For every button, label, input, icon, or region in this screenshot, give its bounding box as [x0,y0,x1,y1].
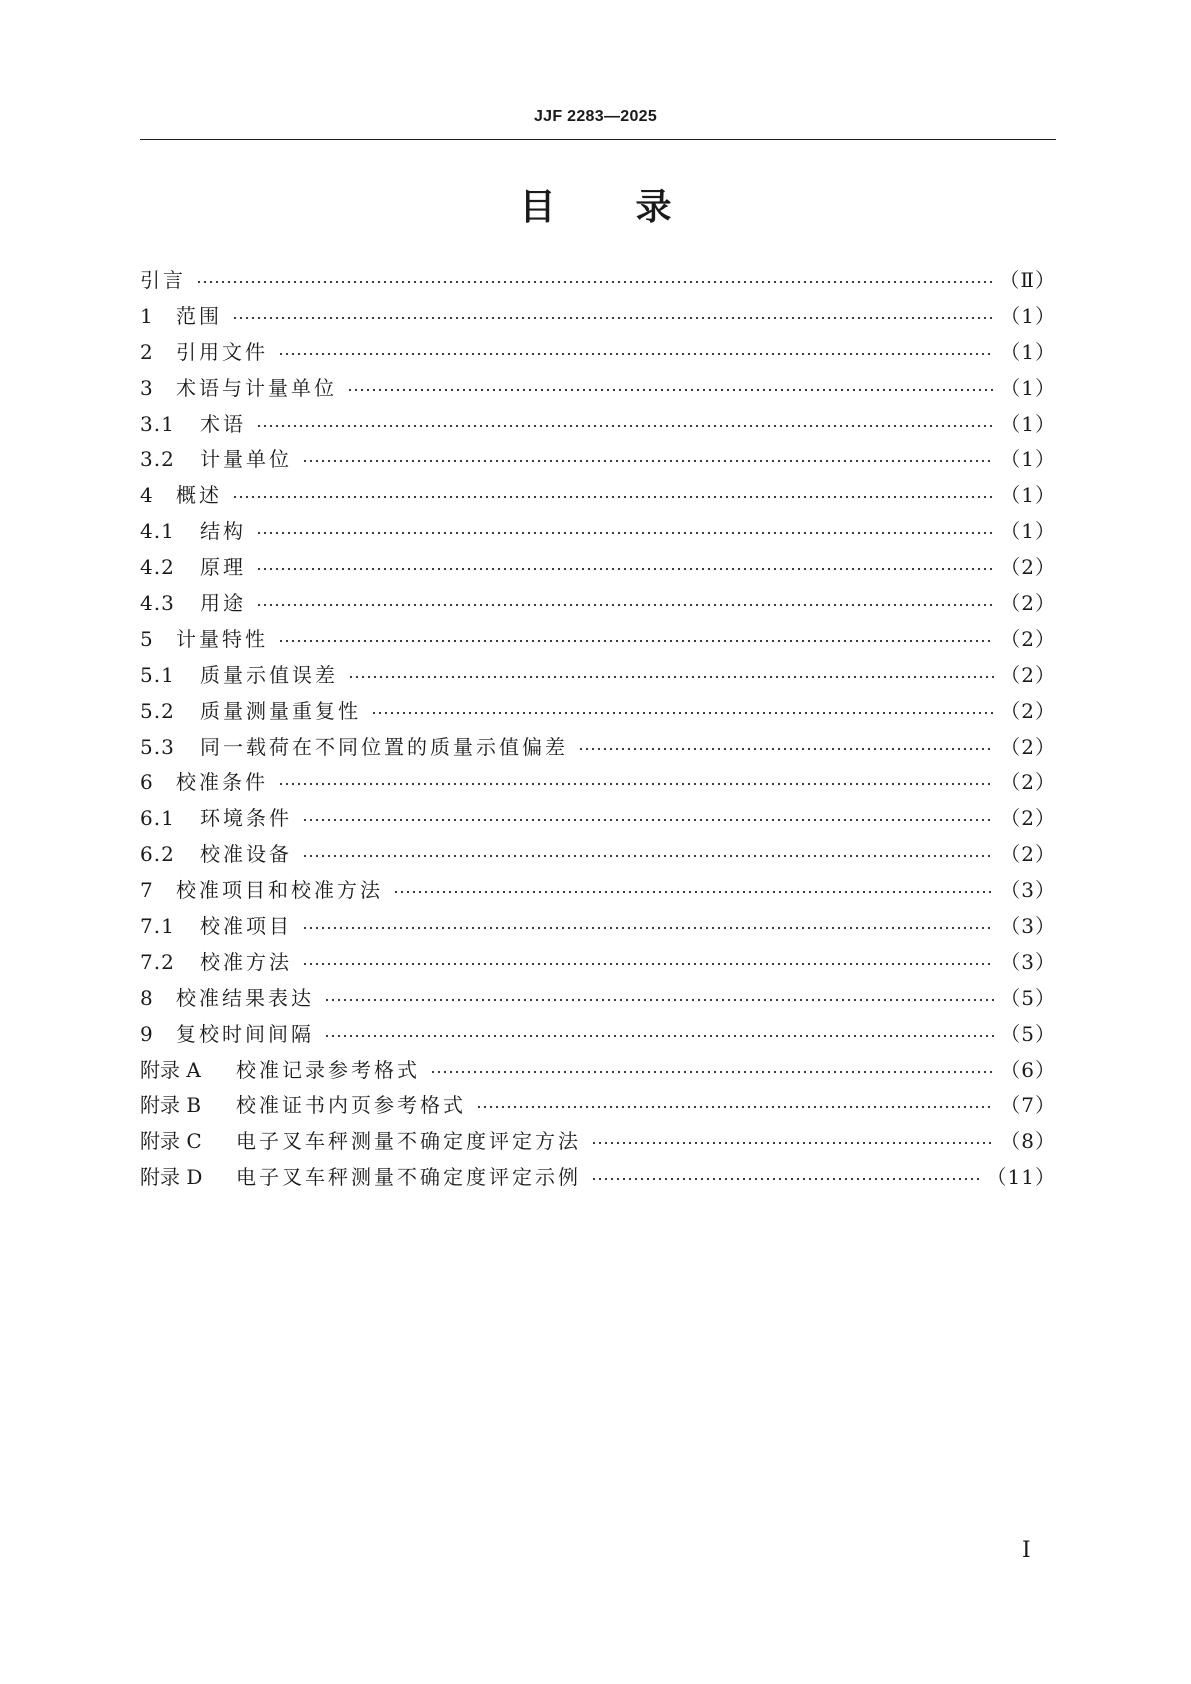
toc-leader-dots [324,987,994,1007]
toc-entry-title: 用途 [200,591,246,616]
toc-entry-number: 附录 C [140,1129,202,1154]
toc-entry[interactable] [140,731,1056,767]
toc-entry-page: （Ⅱ） [999,268,1056,292]
toc-entry-number: 附录 D [140,1165,203,1190]
toc-leader-dots [278,341,994,361]
toc-entry-page: （11） [986,1165,1056,1190]
toc-entry[interactable] [140,300,1056,336]
toc-leader-dots [348,664,994,684]
toc-entry-number: 4.2 [140,555,175,580]
toc-entry-page: （3） [1000,878,1056,903]
toc-entry[interactable] [140,372,1056,408]
toc-entry-number: 附录 B [140,1093,202,1118]
toc-entry-page: （2） [1000,698,1056,723]
toc-leader-dots [302,807,994,827]
toc-entry-title: 电子叉车秤测量不确定度评定示例 [236,1165,581,1190]
toc-leader-dots [256,592,994,612]
toc-entry[interactable] [140,1089,1056,1125]
toc-entry-number: 8 [140,985,154,1010]
toc-entry-title: 校准记录参考格式 [236,1057,420,1082]
toc-entry-page: （1） [1000,339,1056,364]
toc-leader-dots [347,377,994,397]
toc-entry-number: 7 [140,878,154,903]
toc-entry-number: 3.2 [140,447,175,472]
toc-entry[interactable] [140,802,1056,838]
toc-entry-title: 质量测量重复性 [200,698,361,723]
toc-entry[interactable] [140,336,1056,372]
toc-entry-title: 概述 [176,483,222,508]
toc-leader-dots [232,305,994,325]
toc-entry-title: 术语 [200,411,246,436]
toc-entry-title: 计量单位 [200,447,292,472]
toc-entry[interactable] [140,1054,1056,1090]
toc-entry-title: 环境条件 [200,806,292,831]
toc-entry[interactable] [140,659,1056,695]
toc-entry-title: 引言 [140,268,186,292]
toc-entry[interactable] [140,551,1056,587]
header-rule [140,139,1056,140]
toc-entry-number: 4.3 [140,591,175,616]
toc-entry-title: 复校时间间隔 [176,1021,314,1046]
toc-leader-dots [232,484,994,504]
toc-entry[interactable] [140,982,1056,1018]
toc-entry-page: （7） [1000,1093,1056,1118]
toc-leader-dots [591,1166,981,1186]
toc-entry-title: 计量特性 [176,626,268,651]
toc-entry-page: （2） [1000,770,1056,795]
toc-entry-page: （2） [1000,555,1056,580]
toc-entry-page: （5） [1000,985,1056,1010]
toc-entry-title: 引用文件 [176,339,268,364]
toc-leader-dots [256,556,994,576]
toc-entry[interactable] [140,408,1056,444]
toc-leader-dots [591,1130,994,1150]
toc-leader-dots [196,269,993,289]
toc-entry-number: 5.2 [140,698,175,723]
toc-entry-title: 校准结果表达 [176,985,314,1010]
toc-entry-number: 6 [140,770,154,795]
toc-leader-dots [256,520,994,540]
toc-entry-title: 同一载荷在不同位置的质量示值偏差 [200,734,568,759]
toc-leader-dots [371,700,994,720]
toc-entry-title: 电子叉车秤测量不确定度评定方法 [236,1129,581,1154]
toc-entry-number: 9 [140,1021,154,1046]
toc-entry[interactable] [140,623,1056,659]
toc-entry-number: 6.2 [140,842,175,867]
toc-entry-page: （2） [1000,662,1056,687]
toc-entry-page: （1） [1000,411,1056,436]
toc-entry-page: （8） [1000,1129,1056,1154]
table-of-contents [140,264,1056,1197]
title-char-1: 目 [519,187,556,228]
toc-entry-number: 7.1 [140,914,175,939]
toc-entry[interactable] [140,766,1056,802]
toc-entry-page: （3） [1000,949,1056,974]
toc-entry-title: 质量示值误差 [200,662,338,687]
toc-entry-title: 结构 [200,519,246,544]
toc-entry[interactable] [140,1125,1056,1161]
toc-leader-dots [324,1023,994,1043]
page-number: Ⅰ [1022,1538,1031,1563]
title-char-2: 录 [635,187,672,228]
toc-entry-page: （2） [1000,806,1056,831]
toc-entry-title: 校准设备 [200,842,292,867]
toc-entry-title: 校准项目和校准方法 [176,878,383,903]
toc-leader-dots [393,879,994,899]
toc-entry-number: 4.1 [140,519,175,544]
toc-leader-dots [302,951,994,971]
toc-entry-page: （2） [1000,591,1056,616]
page-title [0,182,1191,234]
toc-entry-title: 范围 [176,303,222,328]
toc-leader-dots [578,736,994,756]
toc-entry[interactable] [140,264,1056,300]
toc-entry-page: （6） [1000,1057,1056,1082]
toc-entry[interactable] [140,1018,1056,1054]
toc-entry-page: （2） [1000,734,1056,759]
toc-entry[interactable] [140,587,1056,623]
toc-entry-number: 6.1 [140,806,175,831]
toc-leader-dots [278,628,994,648]
toc-entry-number: 3.1 [140,411,175,436]
toc-leader-dots [278,771,994,791]
toc-entry-page: （1） [1000,483,1056,508]
toc-entry-number: 7.2 [140,949,175,974]
toc-entry[interactable] [140,695,1056,731]
toc-entry-page: （3） [1000,914,1056,939]
toc-entry[interactable] [140,1161,1056,1197]
toc-entry-title: 校准条件 [176,770,268,795]
toc-entry-page: （2） [1000,842,1056,867]
toc-leader-dots [476,1094,994,1114]
toc-entry[interactable] [140,910,1056,946]
toc-leader-dots [256,413,994,433]
toc-entry-title: 校准项目 [200,914,292,939]
toc-leader-dots [430,1059,994,1079]
toc-entry-page: （2） [1000,626,1056,651]
toc-entry-number: 附录 A [140,1057,201,1082]
toc-leader-dots [302,915,994,935]
toc-entry[interactable] [140,874,1056,910]
toc-entry-number: 5.3 [140,734,175,759]
toc-entry-title: 术语与计量单位 [176,375,337,400]
toc-entry[interactable] [140,946,1056,982]
toc-leader-dots [302,448,994,468]
toc-entry[interactable] [140,479,1056,515]
document-code-header: JJF 2283—2025 [533,108,658,125]
toc-entry-title: 校准方法 [200,949,292,974]
toc-entry[interactable] [140,515,1056,551]
toc-entry-title: 原理 [200,555,246,580]
toc-leader-dots [302,843,994,863]
toc-entry[interactable] [140,443,1056,479]
toc-entry-number: 2 [140,339,154,364]
toc-entry-title: 校准证书内页参考格式 [236,1093,466,1118]
toc-entry-number: 5.1 [140,662,175,687]
toc-entry-page: （5） [1000,1021,1056,1046]
toc-entry-page: （1） [1000,519,1056,544]
toc-entry-page: （1） [1000,303,1056,328]
toc-entry-page: （1） [1000,447,1056,472]
toc-entry-page: （1） [1000,375,1056,400]
toc-entry[interactable] [140,838,1056,874]
toc-entry-number: 1 [140,303,154,328]
toc-entry-number: 4 [140,483,154,508]
toc-entry-number: 3 [140,375,154,400]
toc-entry-number: 5 [140,626,154,651]
